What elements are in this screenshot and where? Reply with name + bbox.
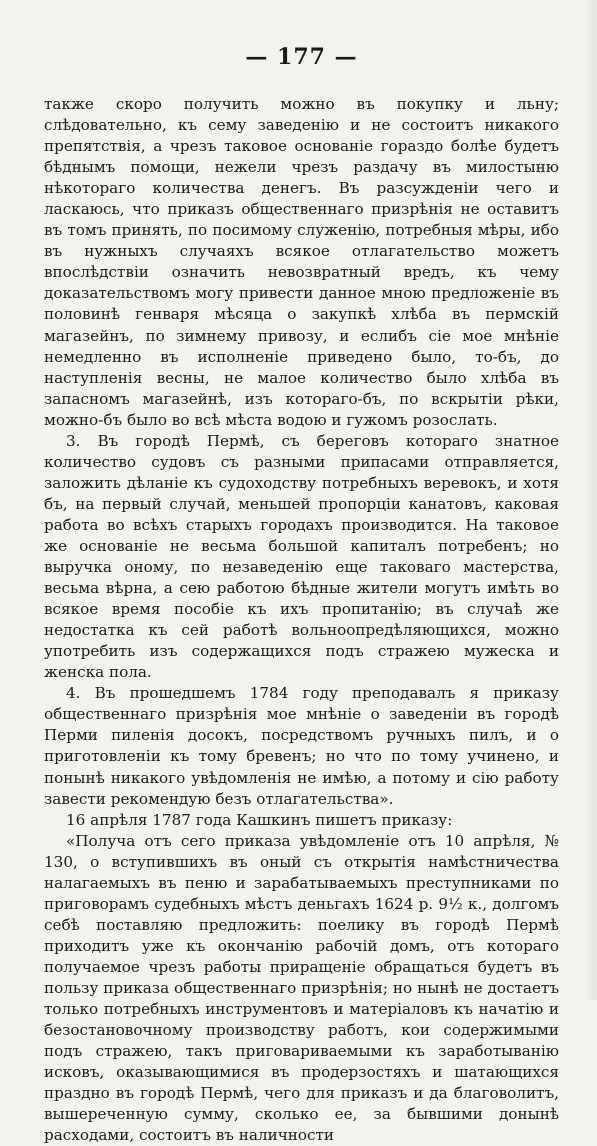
page-number: — 177 — (245, 44, 358, 70)
paragraph-item-4: 4. Въ прошедшемъ 1784 году преподавалъ я приказу общественнаго призрѣнiя мое мнѣнiе о заведенiи въ городѣ Перми пиленiя досокъ, посредствомъ ручныхъ пилъ, и о приготовленiи къ тому бревенъ; но что по тому учинено, и понынѣ никакого увѣдомленiя не имѣю, а потому и сiю работу завести рекомендую безъ отлагательства». (44, 684, 559, 808)
paragraph-continuation: также скоро получить можно въ покупку и льну; слѣдовательно, къ сему заведенiю и не состоитъ никакого препятствiя, а чрезъ таковое основанiе гораздо болѣе будетъ бѣднымъ помощи, нежели чрезъ раздачу въ милостыню нѣкотораго количества денегъ. Въ разсужденiи чего и ласкаюсь, что приказъ общественнаго призрѣнiя не оставитъ въ томъ принять, по посимому служенiю, потребныя мѣры, ибо въ нужныхъ случаяхъ всякое отлагательство можетъ впослѣдствiи означить невозвратный вредъ, къ чему доказательствомъ могу привести данное мною предложенiе въ половинѣ генваря мѣсяца о закупкѣ хлѣба въ пермскiй магазейнъ, по зимнему привозу, и еслибъ сiе мое мнѣнiе немедленно въ исполненiе приведено было, то-бъ, до наступленiя весны, не малое количество было хлѣба въ запасномъ магазейнѣ, изъ котораго-бъ, по вскрытiи рѣки, можно-бъ было во всѣ мѣста водою и гужомъ розослать. (44, 95, 559, 429)
page-body (44, 94, 559, 1146)
paragraph-date-heading: 16 апрѣля 1787 года Кашкинъ пишетъ приказу: (66, 810, 453, 829)
paragraph-quoted-letter: «Получа отъ сего приказа увѣдомленiе отъ 10 апрѣля, № 130, о вступившихъ въ оный съ открытiя намѣстничества налагаемыхъ въ пеню и зарабатываемыхъ преступниками по приговорамъ судебныхъ мѣстъ деньгахъ 1624 р. 9½ к., долгомъ себѣ поставляю предложить: поелику въ городѣ Пермѣ приходитъ уже къ окончанiю рабочiй домъ, отъ котораго получаемое чрезъ работы приращенiе обращаться будетъ въ пользу приказа общественнаго призрѣнiя; но нынѣ не достаетъ только потребныхъ инструментовъ и матерiаловъ къ начатiю и безостановочному производству работъ, кои содержимыми подъ стражею, такъ приговариваемыми къ заработыванiю исковъ, оказывающимися въ продерзостяхъ и шатающихся праздно въ городѣ Пермѣ, чего для приказъ и да благоволитъ, вышереченную сумму, сколько ее, за бывшими донынѣ расходами, состоитъ въ наличности (44, 831, 559, 1145)
page-edge-shadow (583, 0, 597, 1000)
paragraph-item-3: 3. Въ городѣ Пермѣ, съ береговъ котораго знатное количество судовъ съ разными припасами отправляется, заложить дѣланiе къ судоходству потребныхъ веревокъ, и хотя бъ, на первый случай, меньшей пропорцiи канатовъ, каковая работа во всѣхъ старыхъ городахъ производится. На таковое же основанiе не весьма большой капиталъ потребенъ; но выручка оному, по незаведенiю еще таковаго мастерства, весьма вѣрна, а сею работою бѣдные жители могутъ имѣть во всякое время пособiе къ ихъ пропитанiю; въ случаѣ же недостатка къ сей работѣ вольноопредѣляющихся, можно употребить изъ содержащихся подъ стражею мужеска и женска пола. (44, 431, 559, 682)
